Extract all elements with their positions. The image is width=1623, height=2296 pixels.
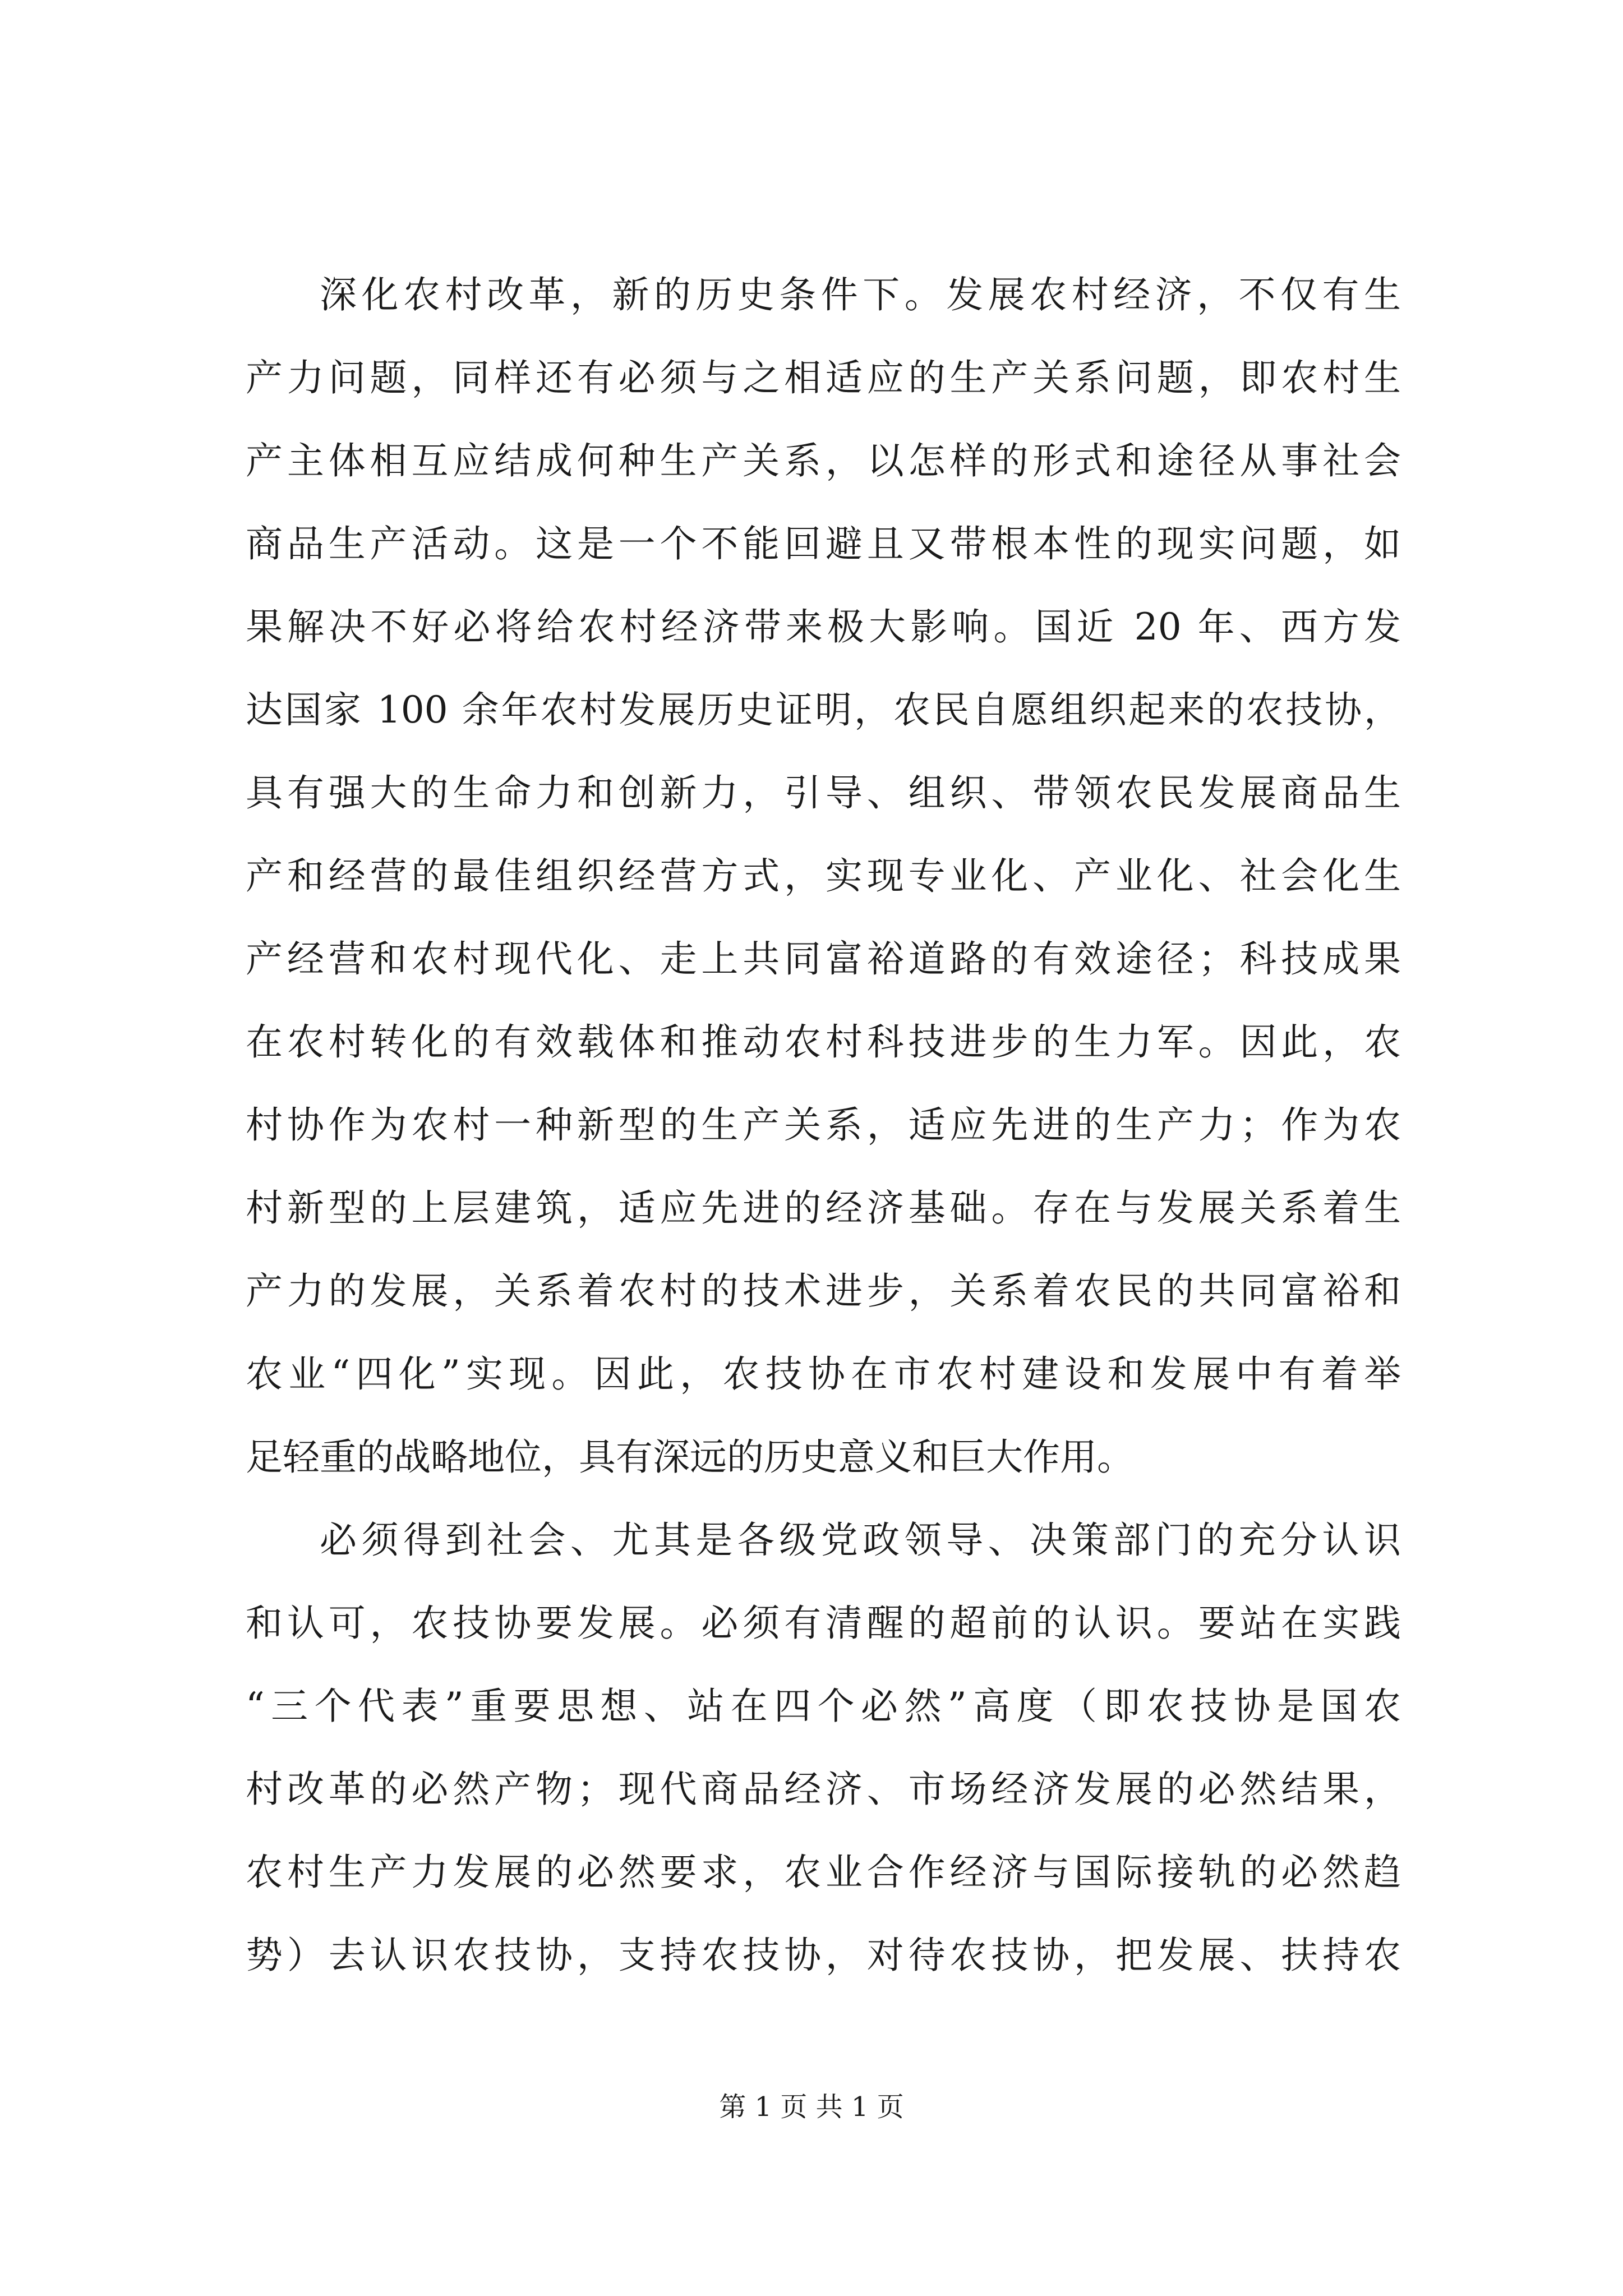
text-line: 果解决不好必将给农村经济带来极大影响。国近 20 年、西方发 — [246, 605, 1401, 648]
text-line: 足轻重的战略地位，具有深远的历史意义和巨大作用。 — [246, 1435, 1134, 1479]
text-line: 农业“四化”实现。因此，农技协在市农村建设和发展中有着举 — [246, 1352, 1401, 1396]
text-line: 村改革的必然产物；现代商品经济、市场经济发展的必然结果， — [246, 1768, 1401, 1811]
text-line: 产和经营的最佳组织经营方式，实现专业化、产业化、社会化生 — [246, 854, 1401, 898]
text-line: 产经营和农村现代化、走上共同富裕道路的有效途径；科技成果 — [246, 937, 1401, 981]
paragraph-2 — [246, 1499, 1401, 1997]
text-line: 达国家 100 余年农村发展历史证明，农民自愿组织起来的农技协， — [246, 688, 1401, 731]
paragraph-1 — [246, 254, 1401, 1499]
text-line: 村新型的上层建筑，适应先进的经济基础。存在与发展关系着生 — [246, 1186, 1401, 1230]
text-line: 深化农村改革，新的历史条件下。发展农村经济，不仅有生 — [320, 273, 1401, 316]
text-line: 产力问题，同样还有必须与之相适应的生产关系问题，即农村生 — [246, 356, 1401, 399]
text-line: 商品生产活动。这是一个不能回避且又带根本性的现实问题，如 — [246, 522, 1401, 565]
text-line: 产力的发展，关系着农村的技术进步，关系着农民的共同富裕和 — [246, 1269, 1401, 1313]
text-line: 农村生产力发展的必然要求，农业合作经济与国际接轨的必然趋 — [246, 1851, 1401, 1894]
text-line: 产主体相互应结成何种生产关系，以怎样的形式和途径从事社会 — [246, 439, 1401, 482]
page-number-footer: 第 1 页 共 1 页 — [719, 2091, 904, 2123]
text-line: 村协作为农村一种新型的生产关系，适应先进的生产力；作为农 — [246, 1103, 1401, 1147]
text-line: 势）去认识农技协，支持农技协，对待农技协，把发展、扶持农 — [246, 1934, 1401, 1977]
text-line: 在农村转化的有效载体和推动农村科技进步的生力军。因此，农 — [246, 1020, 1401, 1064]
text-line: “三个代表”重要思想、站在四个必然”高度（即农技协是国农 — [246, 1685, 1401, 1728]
text-line: 必须得到社会、尤其是各级党政领导、决策部门的充分认识 — [320, 1519, 1401, 1562]
text-line: 具有强大的生命力和创新力，引导、组织、带领农民发展商品生 — [246, 771, 1401, 815]
document-body — [246, 254, 1401, 1997]
text-line: 和认可，农技协要发展。必须有清醒的超前的认识。要站在实践 — [246, 1602, 1401, 1645]
